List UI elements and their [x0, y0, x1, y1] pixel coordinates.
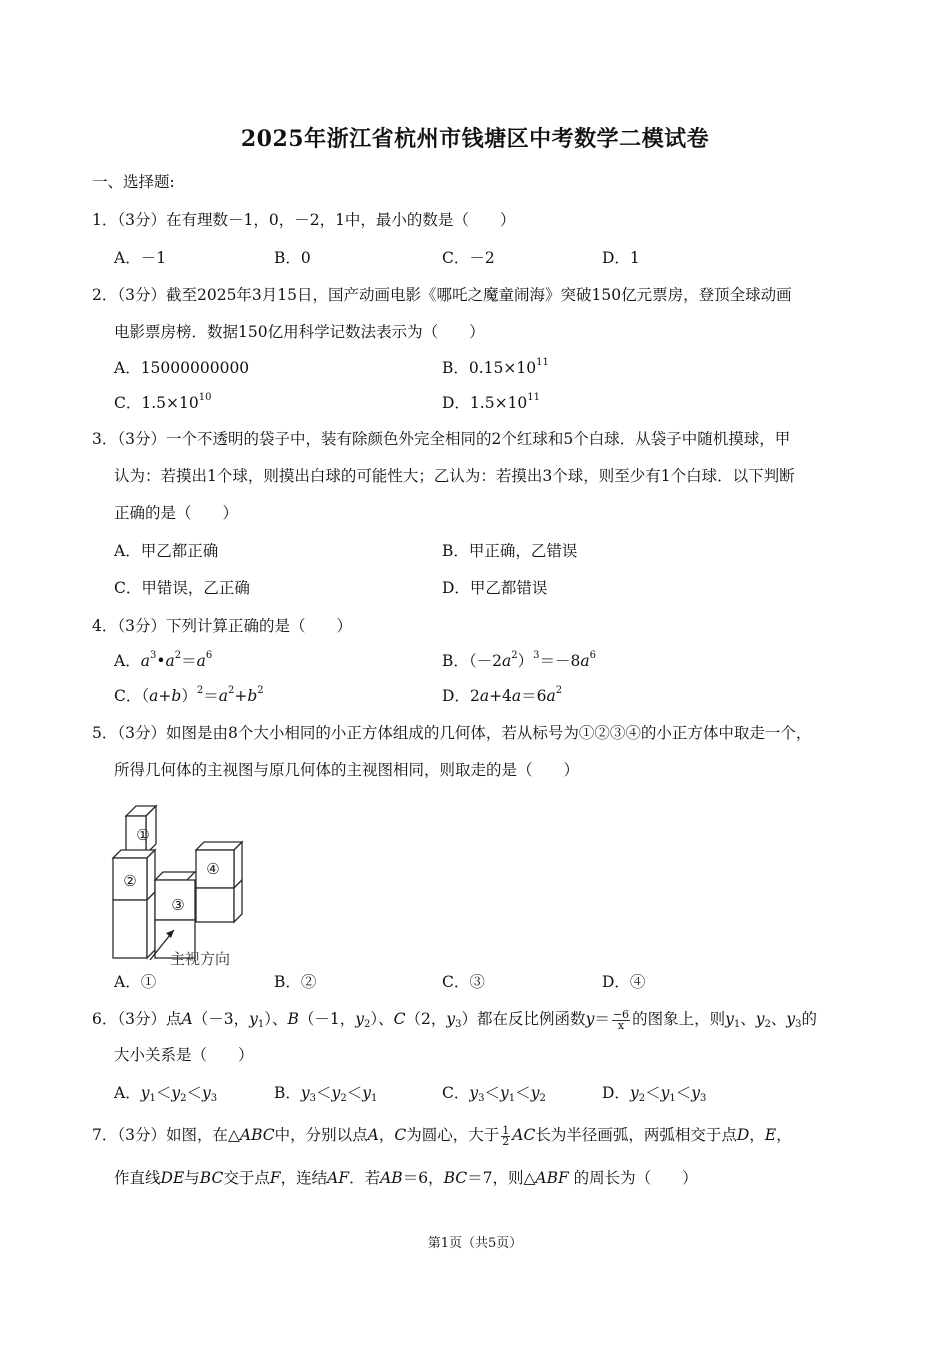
cube-figure	[108, 800, 258, 972]
question-number: 1．	[92, 211, 118, 229]
q3-option-a: A．甲乙都正确	[114, 542, 219, 560]
question-2-line-2: 电影票房榜．数据150亿用科学记数法表示为（ ）	[114, 323, 485, 341]
q6-option-d: D．$y_2<y_1<y_3$	[602, 1084, 707, 1104]
question-1	[92, 210, 515, 230]
question-4	[92, 616, 352, 636]
fraction: $\frac{1}{2}$	[502, 1123, 510, 1148]
figure-label: ①	[136, 826, 150, 844]
q6-option-a: A．$y_1<y_2<y_3$	[114, 1084, 218, 1104]
question-6-line-2: 大小关系是（ ）	[114, 1046, 254, 1064]
q2-option-c: C．$1.5\times 10^{10}$	[114, 392, 212, 412]
q3-option-b: B．甲正确，乙错误	[442, 542, 578, 560]
question-text: （3分）在有理数－1，0，－2，1中，最小的数是（ ）	[117, 211, 516, 229]
fraction: $\frac{-6}{x}$	[612, 1007, 630, 1032]
question-number: 2．	[92, 286, 118, 304]
q3-option-d: D．甲乙都错误	[442, 579, 548, 597]
question-7-line-2: 作直线DE与BC交于点F，连结AF．若AB＝6，BC＝7，则△ABF 的周长为（ ）	[114, 1169, 698, 1187]
q1-option-a: A．－1	[114, 249, 167, 267]
page-title: 2025年浙江省杭州市钱塘区中考数学二模试卷	[240, 126, 710, 152]
question-5	[92, 723, 811, 743]
question-3	[92, 429, 790, 449]
figure-caption: 主视方向	[170, 950, 231, 968]
q5-option-a: A．①	[114, 973, 157, 991]
q5-option-b: B．②	[274, 973, 317, 991]
figure-label: ④	[206, 860, 220, 878]
q1-option-c: C．－2	[442, 249, 495, 267]
question-text: （3分）截至2025年3月15日，国产动画电影《哪吒之魔童闹海》突破150亿元票房，登顶全球动画	[117, 286, 792, 304]
page-footer: 第1页（共5页）	[427, 1236, 523, 1251]
question-6	[92, 1009, 817, 1031]
question-number: 6．	[92, 1010, 118, 1028]
q1-option-d: D．1	[602, 249, 640, 267]
question-number: 5．	[92, 724, 118, 742]
q5-option-d: D．④	[602, 973, 646, 991]
question-number: 7．	[92, 1126, 118, 1144]
question-number: 3．	[92, 430, 118, 448]
q2-option-d: D．$1.5\times 10^{11}$	[442, 392, 541, 412]
question-text: （3分）下列计算正确的是（ ）	[117, 617, 352, 635]
q4-option-a: A．$a^3•a^2=a^6$	[114, 650, 213, 670]
section-heading: 一、选择题:	[92, 173, 175, 191]
q6-option-c: C．$y_3<y_1<y_2$	[442, 1084, 546, 1104]
question-3-line-3: 正确的是（ ）	[114, 504, 239, 522]
q2-option-a: A．15000000000	[114, 359, 250, 377]
q3-option-c: C．甲错误，乙正确	[114, 579, 250, 597]
question-text: （3分）点A（－3，$y_1$）、B（－1，$y_2$）、C（2，$y_3$）都在反比例函数y＝ $\frac{-6}{x}$ 的图象上，则$y_1$、$y_2$、$y_3$的	[117, 1007, 818, 1032]
question-number: 4．	[92, 617, 118, 635]
q2-option-b: B．$0.15\times 10^{11}$	[442, 357, 549, 377]
q4-option-b: B．$(-2a^2)^3=-8a^6$	[442, 650, 597, 670]
figure-label: ②	[123, 872, 137, 890]
question-3-line-2: 认为：若摸出1个球，则摸出白球的可能性大；乙认为：若摸出3个球，则至少有1个白球．以下判断	[114, 467, 795, 485]
question-5-line-2: 所得几何体的主视图与原几何体的主视图相同，则取走的是（ ）	[114, 761, 580, 779]
figure-label: ③	[171, 896, 185, 914]
question-text: （3分）如图，在△ABC中，分别以点A，C为圆心，大于 $\frac{1}{2}$ AC长为半径画弧，两弧相交于点D，E，	[117, 1123, 792, 1148]
question-7	[92, 1125, 792, 1147]
q6-option-b: B．$y_3<y_2<y_1$	[274, 1084, 378, 1104]
question-text: （3分）一个不透明的袋子中，装有除颜色外完全相同的2个红球和5个白球．从袋子中随机摸球，甲	[117, 430, 791, 448]
q5-option-c: C．③	[442, 973, 485, 991]
q4-option-d: D．$2a+4a=6a^2$	[442, 685, 563, 705]
q1-option-b: B．0	[274, 249, 311, 267]
question-2	[92, 285, 792, 305]
question-text: （3分）如图是由8个大小相同的小正方体组成的几何体，若从标号为①②③④的小正方体中取走一个，	[117, 724, 812, 742]
q4-option-c: C．$(a+b)^2=a^2+b^2$	[114, 685, 264, 705]
